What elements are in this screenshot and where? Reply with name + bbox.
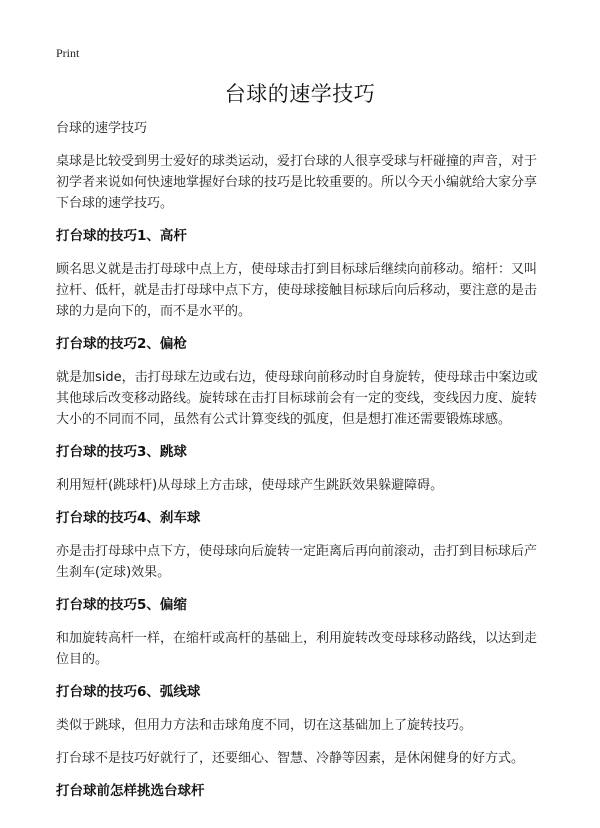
print-link[interactable]: Print bbox=[56, 46, 80, 60]
section-heading-7: 打台球前怎样挑选台球杆 bbox=[56, 783, 205, 799]
section-paragraph-5: 和加旋转高杆一样，在缩杆或高杆的基础上，利用旋转改变母球移动路线，以达到走位目的。 bbox=[56, 631, 538, 667]
section-paragraph-6: 类似于跳球，但用力方法和击球角度不同，切在这基础加上了旋转技巧。 bbox=[56, 718, 473, 733]
section-heading-6: 打台球的技巧6、弧线球 bbox=[56, 684, 201, 700]
intro-paragraph: 桌球是比较受到男士爱好的球类运动，爱打台球的人很享受球与杆碰撞的声音，对于初学者来说如何快速地掌握好台球的技巧是比较重要的。所以今天小编就给大家分享下台球的速学技巧。 bbox=[56, 154, 538, 211]
intro-label: 台球的速学技巧 bbox=[56, 121, 148, 136]
section-heading-1: 打台球的技巧1、高杆 bbox=[56, 228, 187, 244]
article-body bbox=[56, 118, 548, 814]
summary-paragraph: 打台球不是技巧好就行了，还要细心、智慧、冷静等因素，是休闲健身的好方式。 bbox=[56, 751, 525, 766]
section-heading-3: 打台球的技巧3、跳球 bbox=[56, 444, 187, 460]
section-paragraph-2: 就是加side，击打母球左边或右边，使母球向前移动时自身旋转，使母球击中案边或其他球后改变移动路线。旋转球在击打目标球前会有一定的变线，变线因力度、旋转大小的不同而不同，虽然有公式计算变线的弧度，但是想打准还需要锻炼球感。 bbox=[56, 370, 538, 427]
section-paragraph-1: 顾名思义就是击打母球中点上方，使母球击打到目标球后继续向前移动。缩杆：又叫拉杆、低杆，就是击打母球中点下方，使母球接触目标球后向后移动，要注意的是击球的力是向下的，而不是水平的。 bbox=[56, 262, 538, 319]
section-heading-4: 打台球的技巧4、刹车球 bbox=[56, 510, 201, 526]
section-heading-2: 打台球的技巧2、偏枪 bbox=[56, 336, 187, 352]
section-heading-5: 打台球的技巧5、偏缩 bbox=[56, 597, 187, 613]
section-paragraph-4: 亦是击打母球中点下方，使母球向后旋转一定距离后再向前滚动，击打到目标球后产生刹车(定球)效果。 bbox=[56, 544, 538, 580]
page-title: 台球的速学技巧 bbox=[224, 82, 376, 106]
section-paragraph-3: 利用短杆(跳球杆)从母球上方击球，使母球产生跳跃效果躲避障碍。 bbox=[56, 478, 444, 493]
